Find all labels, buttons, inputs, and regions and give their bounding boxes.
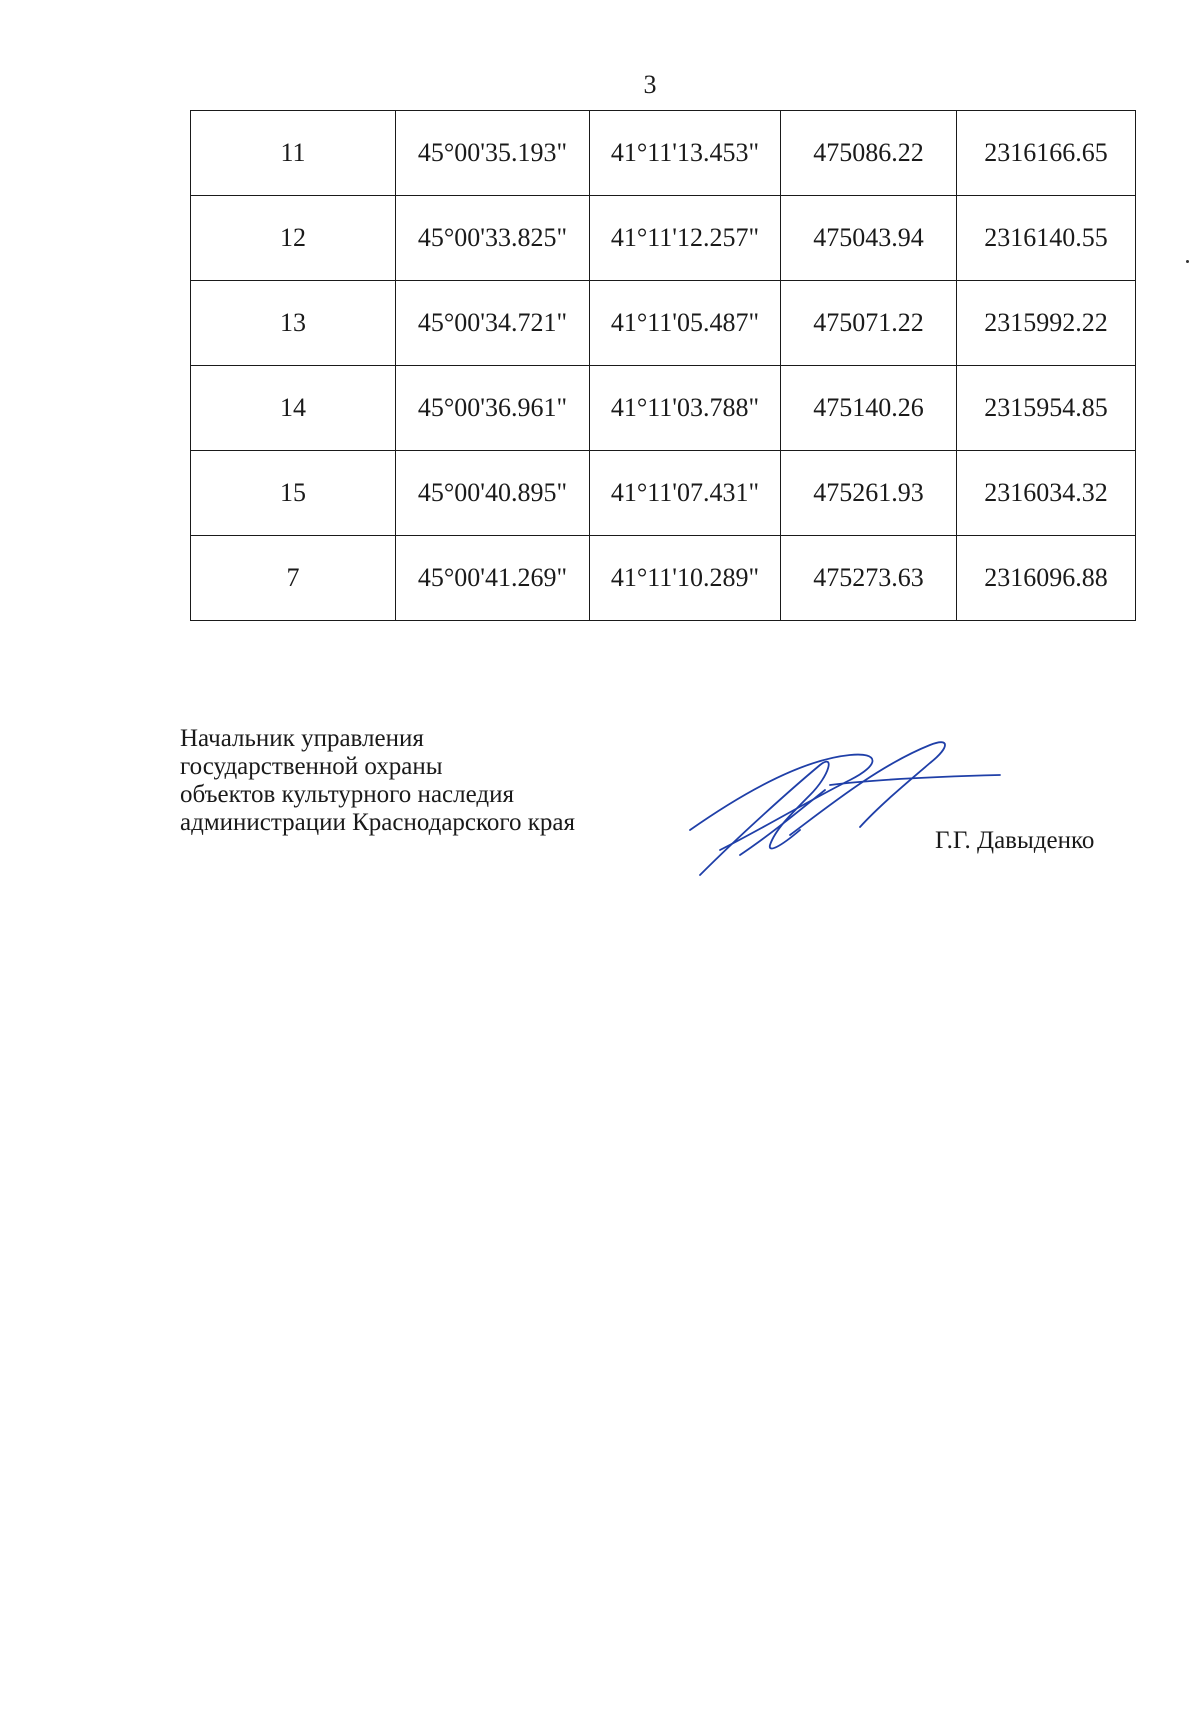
signatory-title <box>180 725 575 837</box>
signature-stroke <box>740 790 825 855</box>
signatory-title-line: администрации Краснодарского края <box>180 809 576 836</box>
signature-stroke <box>700 762 829 875</box>
longitude-cell: 41°11'13.453" <box>590 111 781 196</box>
coordinates-table <box>190 110 1136 621</box>
table-row <box>191 536 1136 621</box>
x-coordinate-cell: 475140.26 <box>781 366 957 451</box>
signature-stroke <box>690 755 873 850</box>
table-row <box>191 451 1136 536</box>
x-coordinate-cell: 475273.63 <box>781 536 957 621</box>
signatory-title-line: объектов культурного наследия <box>180 781 514 808</box>
point-number-cell: 14 <box>191 366 396 451</box>
x-coordinate-cell: 475261.93 <box>781 451 957 536</box>
latitude-cell: 45°00'40.895" <box>396 451 590 536</box>
table-row <box>191 111 1136 196</box>
x-coordinate-cell: 475043.94 <box>781 196 957 281</box>
x-coordinate-cell: 475086.22 <box>781 111 957 196</box>
y-coordinate-cell: 2316140.55 <box>957 196 1136 281</box>
latitude-cell: 45°00'41.269" <box>396 536 590 621</box>
table-row <box>191 281 1136 366</box>
y-coordinate-cell: 2316034.32 <box>957 451 1136 536</box>
point-number-cell: 13 <box>191 281 396 366</box>
point-number-cell: 11 <box>191 111 396 196</box>
signatory-title-line: Начальник управления <box>180 725 424 752</box>
latitude-cell: 45°00'35.193" <box>396 111 590 196</box>
longitude-cell: 41°11'07.431" <box>590 451 781 536</box>
scan-speck <box>1186 260 1189 263</box>
y-coordinate-cell: 2315954.85 <box>957 366 1136 451</box>
y-coordinate-cell: 2316096.88 <box>957 536 1136 621</box>
page-number: 3 <box>643 70 657 99</box>
x-coordinate-cell: 475071.22 <box>781 281 957 366</box>
longitude-cell: 41°11'05.487" <box>590 281 781 366</box>
longitude-cell: 41°11'12.257" <box>590 196 781 281</box>
signatory-title-line: государственной охраны <box>180 753 443 780</box>
point-number-cell: 15 <box>191 451 396 536</box>
signer-name: Г.Г. Давыденко <box>935 827 1095 854</box>
point-number-cell: 12 <box>191 196 396 281</box>
y-coordinate-cell: 2316166.65 <box>957 111 1136 196</box>
latitude-cell: 45°00'34.721" <box>396 281 590 366</box>
latitude-cell: 45°00'33.825" <box>396 196 590 281</box>
y-coordinate-cell: 2315992.22 <box>957 281 1136 366</box>
handwritten-signature <box>680 735 1010 885</box>
signature-strokes <box>690 742 1000 875</box>
table-row <box>191 196 1136 281</box>
point-number-cell: 7 <box>191 536 396 621</box>
longitude-cell: 41°11'10.289" <box>590 536 781 621</box>
table-row <box>191 366 1136 451</box>
latitude-cell: 45°00'36.961" <box>396 366 590 451</box>
longitude-cell: 41°11'03.788" <box>590 366 781 451</box>
